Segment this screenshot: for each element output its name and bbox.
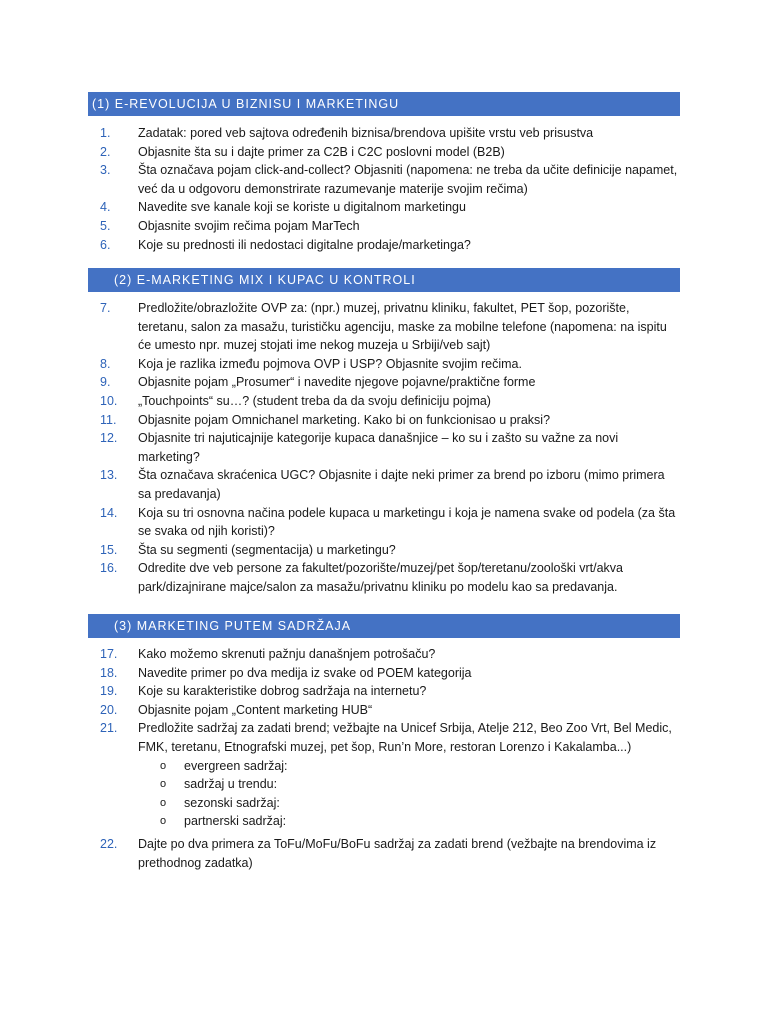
list-item <box>100 559 680 596</box>
list-item <box>100 719 680 831</box>
sub-item-text: evergreen sadržaj: <box>184 758 288 773</box>
item-number: 18. <box>100 665 118 680</box>
list-item <box>100 701 680 720</box>
list-item <box>100 541 680 560</box>
sub-list-item <box>138 775 680 794</box>
list-item <box>100 143 680 162</box>
item-text: Koja je razlika između pojmova OVP i USP? Objasnite svojim rečima. <box>138 356 522 371</box>
bullet-icon: o <box>160 759 167 772</box>
list-item <box>100 835 680 872</box>
sub-item-text: sadržaj u trendu: <box>184 777 278 792</box>
item-text: Šta označava skraćenica UGC? Objasnite i dajte neki primer za brend po izboru (mimo primera sa predavanja) <box>138 468 665 501</box>
sub-item-text: sezonski sadržaj: <box>184 795 280 810</box>
item-number: 3. <box>100 163 111 178</box>
item-text: Koje su prednosti ili nedostaci digitalne prodaje/marketinga? <box>138 237 471 252</box>
sub-list-item <box>138 812 680 831</box>
item-number: 15. <box>100 542 118 557</box>
item-number: 14. <box>100 505 118 520</box>
item-number: 20. <box>100 702 118 717</box>
item-number: 22. <box>100 836 118 851</box>
item-text: Objasnite pojam „Prosumer“ i navedite njegove pojavne/praktične forme <box>138 375 536 390</box>
item-text: Objasnite šta su i dajte primer za C2B i C2C poslovni model (B2B) <box>138 144 505 159</box>
item-number: 2. <box>100 144 111 159</box>
sub-item-text: partnerski sadržaj: <box>184 814 287 829</box>
sub-list <box>138 757 680 831</box>
item-number: 8. <box>100 356 111 371</box>
item-text: Šta označava pojam click-and-collect? Objasniti (napomena: ne treba da učite definicije napamet, već da u odgovoru demonstrirate razumevanje materije svojim rečima) <box>138 163 678 196</box>
section-3-heading: (3) MARKETING PUTEM SADRŽAJA <box>88 614 680 638</box>
section-3-list <box>100 645 680 872</box>
item-number: 1. <box>100 126 111 140</box>
list-item <box>100 373 680 392</box>
item-text: Navedite primer po dva medija iz svake od POEM kategorija <box>138 665 472 680</box>
item-body <box>138 719 680 831</box>
section-2-list <box>100 299 680 597</box>
item-text: Objasnite svojim rečima pojam MarTech <box>138 218 360 233</box>
list-item <box>100 392 680 411</box>
item-number: 13. <box>100 468 118 483</box>
item-text: Kako možemo skrenuti pažnju današnjem potrošaču? <box>138 647 436 661</box>
list-item <box>100 664 680 683</box>
list-item <box>100 198 680 217</box>
item-number: 19. <box>100 684 118 699</box>
item-text: Predložite/obrazložite OVP za: (npr.) muzej, privatnu kliniku, fakultet, PET šop, pozorište, teretanu, salon za masažu, turističku agenciju, maske za mobilne telefone (napomena: na ispitu će umesto npr. muzej stojati ime nekog muzeja u Srbiji/veb sajt) <box>138 301 667 353</box>
item-text: Odredite dve veb persone za fakultet/pozorište/muzej/pet šop/teretanu/zoološki vrt/akva park/dizajnirane majce/salon za masažu/privatnu kliniku po modelu kao sa predavanja. <box>138 561 623 594</box>
list-item <box>100 504 680 541</box>
section-1-heading: (1) E-REVOLUCIJA U BIZNISU I MARKETINGU <box>88 92 680 116</box>
list-item <box>100 217 680 236</box>
item-text: Predložite sadržaj za zadati brend; vežbajte na Unicef Srbija, Atelje 212, Beo Zoo Vrt, Bel Medic, FMK, teretanu, Etnografski muzej, pet šop, Run’n More, restoran Lorenzo i Kakalamba...) <box>138 721 672 754</box>
item-number: 10. <box>100 393 118 408</box>
item-number: 12. <box>100 431 118 446</box>
sub-list-item <box>138 757 680 776</box>
item-text: Zadatak: pored veb sajtova određenih biznisa/brendova upišite vrstu veb prisustva <box>138 126 594 140</box>
list-item <box>100 299 680 355</box>
item-text: Objasnite pojam „Content marketing HUB“ <box>138 702 373 717</box>
item-number: 5. <box>100 218 111 233</box>
item-number: 9. <box>100 375 111 390</box>
item-text: Objasnite tri najuticajnije kategorije kupaca današnjice – ko su i zašto su važne za novi marketing? <box>138 431 619 464</box>
item-text: Dajte po dva primera za ToFu/MoFu/BoFu sadržaj za zadati brend (vežbajte na brendovima iz prethodnog zadatka) <box>138 836 657 870</box>
item-text: Navedite sve kanale koji se koriste u digitalnom marketingu <box>138 200 466 215</box>
list-item <box>100 236 680 255</box>
item-text: „Touchpoints“ su…? (student treba da da svoju definiciju pojma) <box>138 393 491 408</box>
item-number: 21. <box>100 721 118 736</box>
list-item <box>100 161 680 198</box>
sub-list-item <box>138 794 680 813</box>
list-item <box>100 124 680 143</box>
item-number: 17. <box>100 647 118 661</box>
item-number: 16. <box>100 561 118 576</box>
list-item <box>100 645 680 664</box>
item-number: 4. <box>100 200 111 215</box>
bullet-icon: o <box>160 778 167 791</box>
section-1-list <box>100 124 680 254</box>
item-number: 6. <box>100 237 111 252</box>
list-item <box>100 429 680 466</box>
item-number: 11. <box>100 412 117 427</box>
list-item <box>100 682 680 701</box>
section-2-heading: (2) E-MARKETING MIX I KUPAC U KONTROLI <box>88 268 680 292</box>
bullet-icon: o <box>160 815 167 828</box>
item-number: 7. <box>100 301 111 315</box>
item-text: Koje su karakteristike dobrog sadržaja na internetu? <box>138 684 427 699</box>
item-text: Koja su tri osnovna načina podele kupaca u marketingu i koja je namena svake od podela (za šta se svaka od njih koristi)? <box>138 505 676 539</box>
list-item <box>100 355 680 374</box>
item-text: Objasnite pojam Omnichanel marketing. Kako bi on funkcionisao u praksi? <box>138 412 551 427</box>
item-text: Šta su segmenti (segmentacija) u marketingu? <box>138 542 396 557</box>
list-item <box>100 411 680 430</box>
bullet-icon: o <box>160 796 167 809</box>
list-item <box>100 466 680 503</box>
